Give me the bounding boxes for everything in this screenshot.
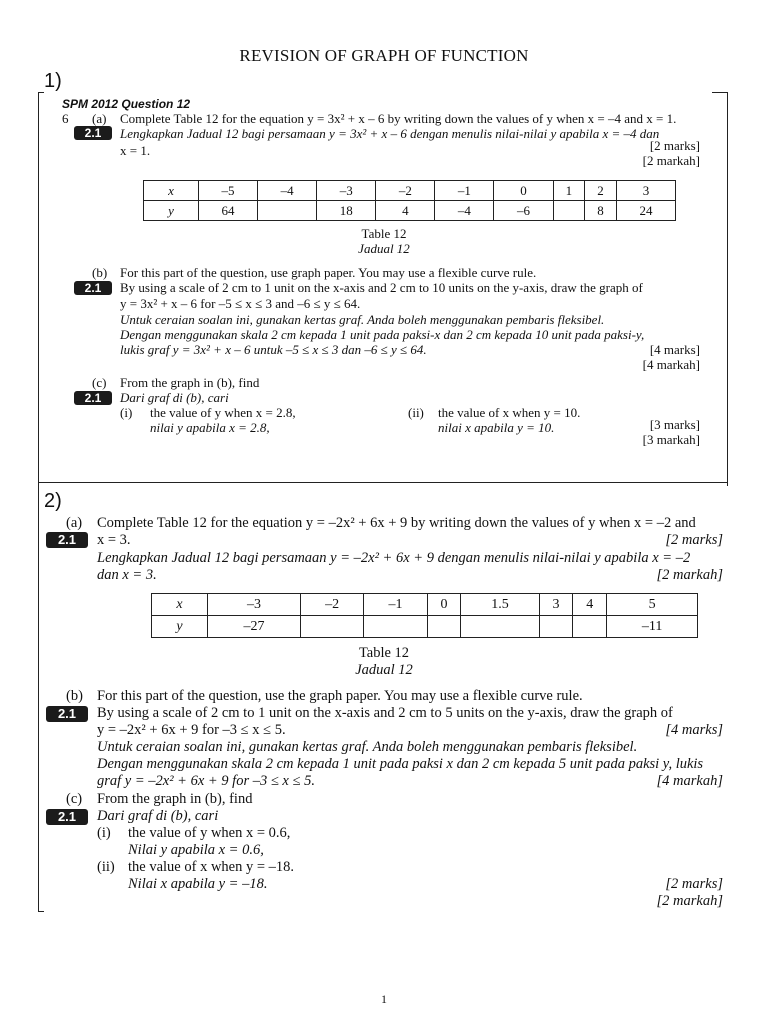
q1-a-marks: [2 marks] [649,138,700,153]
q1-a-english: Complete Table 12 for the equation y = 3x² + x – 6 by writing down the values of y when x = –4 and x = 1. [120,111,677,126]
q1-c-i-malay: nilai y apabila x = 2.8, [150,420,270,435]
q1-table-caption: Table 12 [361,226,407,241]
q1-table-caption-malay: Jadual 12 [358,241,410,256]
frame-top-tick [38,92,44,93]
q1-y-cell: 4 [376,201,435,221]
q2-c-marks: [2 marks] [665,876,723,892]
q2-values-table [151,593,698,638]
question-1-number: 1) [44,70,62,92]
q1-c-ii-label: (ii) [408,405,424,420]
q2-b-line-4: Untuk ceraian soalan ini, gunakan kertas graf. Anda boleh menggunakan pembaris fleksibel. [97,739,638,755]
q1-a-markah: [2 markah] [642,153,700,168]
q1-c-label: (c) [92,375,107,390]
q1-c-badge: 2.1 [74,391,112,405]
frame-right-line-top [727,92,728,486]
q2-a-malay-1: Lengkapkan Jadual 12 bagi persamaan y = –2x² + 6x + 9 dengan menulis nilai-nilai y apabila x = –2 [97,550,691,566]
question-source: SPM 2012 Question 12 [62,97,191,111]
page-number: 1 [381,992,387,1006]
q1-x-cell: –2 [376,181,435,201]
q1-c-i-english: the value of y when x = 2.8, [150,405,296,420]
q2-table-caption-malay: Jadual 12 [355,662,413,678]
q1-a-badge: 2.1 [74,126,112,140]
q2-c-line-2: Dari graf di (b), cari [97,808,219,824]
q2-y-cell-blank[interactable] [364,616,427,638]
q2-c-i-label: (i) [97,825,111,841]
q2-c-i-english: the value of y when x = 0.6, [128,825,291,841]
q1-b-line-3: y = 3x² + x – 6 for –5 ≤ x ≤ 3 and –6 ≤ y ≤ 64. [120,296,361,311]
q2-y-cell: –11 [607,616,698,638]
q2-x-cell: 1.5 [461,594,539,616]
q1-y-cell-blank[interactable] [258,201,317,221]
q1-b-line-6: lukis graf y = 3x² + x – 6 untuk –5 ≤ x ≤ 3 dan –6 ≤ y ≤ 64. [120,342,427,357]
frame-left-line [38,92,39,912]
q2-a-marks: [2 marks] [665,532,723,548]
q2-a-english-1: Complete Table 12 for the equation y = –2x² + 6x + 9 by writing down the values of y when x = –2 and [97,515,696,531]
q2-y-cell-blank[interactable] [300,616,363,638]
q2-b-line-2: By using a scale of 2 cm to 1 unit on the x-axis and 2 cm to 5 units on the y-axis, draw the graph of [97,705,673,721]
q2-y-cell-blank[interactable] [427,616,461,638]
q1-x-cell: 0 [494,181,553,201]
q1-values-table [143,180,676,221]
q1-y-label: y [144,201,199,221]
q2-x-cell: –1 [364,594,427,616]
q1-c-i-label: (i) [120,405,133,420]
frame-bottom-tick [38,911,44,912]
q2-y-cell: –27 [208,616,301,638]
q2-table-x-row [152,594,698,616]
q1-b-line-1: For this part of the question, use graph paper. You may use a flexible curve rule. [120,265,537,280]
q2-a-markah: [2 markah] [656,567,723,583]
q1-x-label: x [144,181,199,201]
q1-a-malay-2: x = 1. [120,143,151,158]
q2-a-badge: 2.1 [46,532,88,548]
q2-b-line-6: graf y = –2x² + 6x + 9 for –3 ≤ x ≤ 5. [97,773,315,789]
q1-x-cell: –1 [435,181,494,201]
q2-table-y-row [152,616,698,638]
q2-c-ii-english: the value of x when y = –18. [128,859,295,875]
q2-a-english-2: x = 3. [97,532,131,548]
q1-b-marks: [4 marks] [649,342,700,357]
page-title: REVISION OF GRAPH OF FUNCTION [239,46,529,65]
q2-b-badge: 2.1 [46,706,88,722]
q2-x-cell: 3 [539,594,573,616]
q1-y-cell-blank[interactable] [553,201,585,221]
q2-c-ii-label: (ii) [97,859,115,875]
q2-b-marks: [4 marks] [665,722,723,738]
q1-x-cell: 3 [616,181,675,201]
q2-b-line-5: Dengan menggunakan skala 2 cm kepada 1 unit pada paksi x dan 2 cm kepada 5 unit pada paksi y, lukis [97,756,704,772]
q2-b-label: (b) [66,688,83,704]
q1-c-ii-english: the value of x when y = 10. [438,405,581,420]
q2-y-label: y [152,616,208,638]
q2-x-cell: 5 [607,594,698,616]
q1-y-cell: 8 [585,201,617,221]
q1-x-cell: –3 [317,181,376,201]
q1-c-marks: [3 marks] [649,417,700,432]
q1-x-cell: –4 [258,181,317,201]
q1-x-cell: 2 [585,181,617,201]
question-2-number: 2) [44,490,62,512]
q1-b-line-4: Untuk ceraian soalan ini, gunakan kertas graf. Anda boleh menggunakan pembaris fleksibel. [120,312,605,327]
q1-b-line-2: By using a scale of 2 cm to 1 unit on the x-axis and 2 cm to 10 units on the y-axis, draw the graph of [120,280,643,295]
q2-c-badge: 2.1 [46,809,88,825]
q2-x-cell: 0 [427,594,461,616]
q1-x-cell: –5 [199,181,258,201]
q2-y-cell-blank[interactable] [539,616,573,638]
q2-b-line-3: y = –2x² + 6x + 9 for –3 ≤ x ≤ 5. [97,722,286,738]
q2-c-line-1: From the graph in (b), find [97,791,253,807]
q1-b-badge: 2.1 [74,281,112,295]
q1-y-cell: 18 [317,201,376,221]
q1-table-x-row [144,181,676,201]
q2-b-markah: [4 markah] [656,773,723,789]
q1-a-label: (a) [92,111,107,126]
q2-table-caption: Table 12 [358,645,410,661]
q2-b-line-1: For this part of the question, use the graph paper. You may use a flexible curve rule. [97,688,583,704]
q1-part-number: 6 [62,111,69,126]
q1-y-cell: 64 [199,201,258,221]
q1-table-y-row [144,201,676,221]
q1-c-line-2: Dari graf di (b), cari [120,390,229,405]
q1-a-malay-1: Lengkapkan Jadual 12 bagi persamaan y = 3x² + x – 6 dengan menulis nilai-nilai y apabila x = –4 dan [120,126,660,141]
q2-c-i-malay: Nilai y apabila x = 0.6, [128,842,264,858]
q2-y-cell-blank[interactable] [461,616,539,638]
q1-c-ii-malay: nilai x apabila y = 10. [438,420,555,435]
q2-c-label: (c) [66,791,83,807]
frame-top-right-tick [712,92,728,93]
q1-x-cell: 1 [553,181,585,201]
q2-c-markah: [2 markah] [656,893,723,909]
q2-a-malay-2: dan x = 3. [97,567,157,583]
q2-x-label: x [152,594,208,616]
q2-x-cell: –2 [300,594,363,616]
q1-c-markah: [3 markah] [642,432,700,447]
q1-b-label: (b) [92,265,108,280]
section-divider [38,482,728,483]
q1-b-line-5: Dengan menggunakan skala 2 cm kepada 1 unit pada paksi-x dan 2 cm kepada 10 unit pada paksi-y, [120,327,645,342]
q2-a-label: (a) [66,515,83,531]
q1-y-cell: 24 [616,201,675,221]
q1-b-markah: [4 markah] [642,357,700,372]
q2-c-ii-malay: Nilai x apabila y = –18. [128,876,268,892]
q2-y-cell-blank[interactable] [573,616,607,638]
q1-y-cell: –6 [494,201,553,221]
q1-c-line-1: From the graph in (b), find [120,375,260,390]
q2-x-cell: 4 [573,594,607,616]
q2-x-cell: –3 [208,594,301,616]
q1-y-cell: –4 [435,201,494,221]
